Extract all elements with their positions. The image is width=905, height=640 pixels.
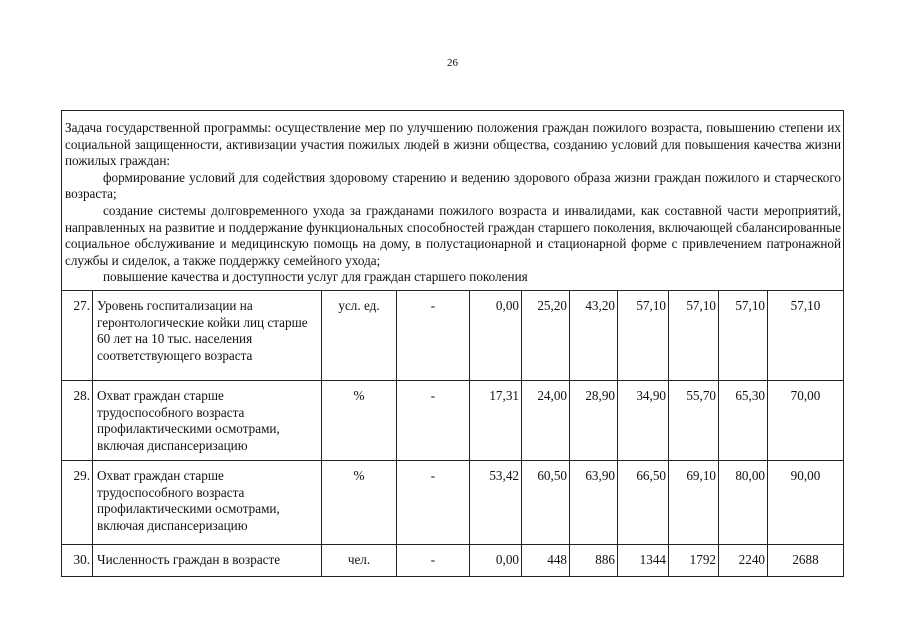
- value-cell: 34,90: [618, 380, 669, 460]
- task-row: [62, 111, 844, 291]
- unit-cell: %: [322, 380, 397, 460]
- table-row: [62, 460, 844, 544]
- value-cell: 70,00: [768, 380, 844, 460]
- row-number: 28.: [62, 380, 93, 460]
- task-paragraph: повышение качества и доступности услуг для граждан старшего поколения: [103, 269, 528, 285]
- unit-cell: %: [322, 460, 397, 544]
- task-paragraph: создание системы долговременного ухода за гражданами пожилого возраста и инвалидами, как составной части мероприятий, направленных на развитие и поддержание функциональных способностей граждан старшего поколения, включающей сбалансированные социальное обслуживание и медицинскую помощь на дому, в полустационарной и стационарной форме с привлечением патронажной службы и сиделок, а также поддержку семейного ухода;: [65, 202, 842, 268]
- indicator-name: Охват граждан старше трудоспособного возраста профилактическими осмотрами, включая диспансеризацию: [93, 380, 322, 460]
- value-cell: 1344: [618, 544, 669, 576]
- value-cell: 65,30: [719, 380, 768, 460]
- value-cell: 886: [570, 544, 618, 576]
- row-number: 30.: [62, 544, 93, 576]
- row-number: 27.: [62, 290, 93, 380]
- value-cell: 60,50: [522, 460, 570, 544]
- value-cell: 57,10: [768, 290, 844, 380]
- base-value-cell: -: [397, 460, 470, 544]
- value-cell: 448: [522, 544, 570, 576]
- value-cell: 0,00: [470, 544, 522, 576]
- task-paragraph: формирование условий для содействия здоровому старению и ведению здорового образа жизни граждан пожилого и старческого возраста;: [65, 169, 842, 202]
- table-row: [62, 544, 844, 576]
- base-value-cell: -: [397, 380, 470, 460]
- value-cell: 0,00: [470, 290, 522, 380]
- table-row: [62, 380, 844, 460]
- value-cell: 55,70: [669, 380, 719, 460]
- unit-cell: чел.: [322, 544, 397, 576]
- indicators-table: [61, 110, 844, 577]
- unit-cell: усл. ед.: [322, 290, 397, 380]
- value-cell: 1792: [669, 544, 719, 576]
- page-number: 26: [447, 57, 458, 69]
- task-paragraph: Задача государственной программы: осуществление мер по улучшению положения граждан пожилого возраста, повышению степени их социальной защищенности, активизации участия пожилых людей в жизни общества, созданию условий для повышения качества жизни пожилых граждан:: [65, 120, 842, 169]
- value-cell: 63,90: [570, 460, 618, 544]
- base-value-cell: -: [397, 544, 470, 576]
- value-cell: 69,10: [669, 460, 719, 544]
- task-description-cell: [62, 111, 844, 291]
- value-cell: 2688: [768, 544, 844, 576]
- indicator-name: Уровень госпитализации на геронтологические койки лиц старше 60 лет на 10 тыс. населения соответствующего возраста: [93, 290, 322, 380]
- base-value-cell: -: [397, 290, 470, 380]
- value-cell: 2240: [719, 544, 768, 576]
- value-cell: 43,20: [570, 290, 618, 380]
- row-number: 29.: [62, 460, 93, 544]
- value-cell: 57,10: [669, 290, 719, 380]
- value-cell: 57,10: [618, 290, 669, 380]
- value-cell: 90,00: [768, 460, 844, 544]
- value-cell: 57,10: [719, 290, 768, 380]
- value-cell: 17,31: [470, 380, 522, 460]
- value-cell: 80,00: [719, 460, 768, 544]
- indicator-name: Охват граждан старше трудоспособного возраста профилактическими осмотрами, включая диспансеризацию: [93, 460, 322, 544]
- value-cell: 66,50: [618, 460, 669, 544]
- value-cell: 25,20: [522, 290, 570, 380]
- value-cell: 24,00: [522, 380, 570, 460]
- value-cell: 53,42: [470, 460, 522, 544]
- indicator-name: Численность граждан в возрасте: [93, 544, 322, 576]
- value-cell: 28,90: [570, 380, 618, 460]
- table-row: [62, 290, 844, 380]
